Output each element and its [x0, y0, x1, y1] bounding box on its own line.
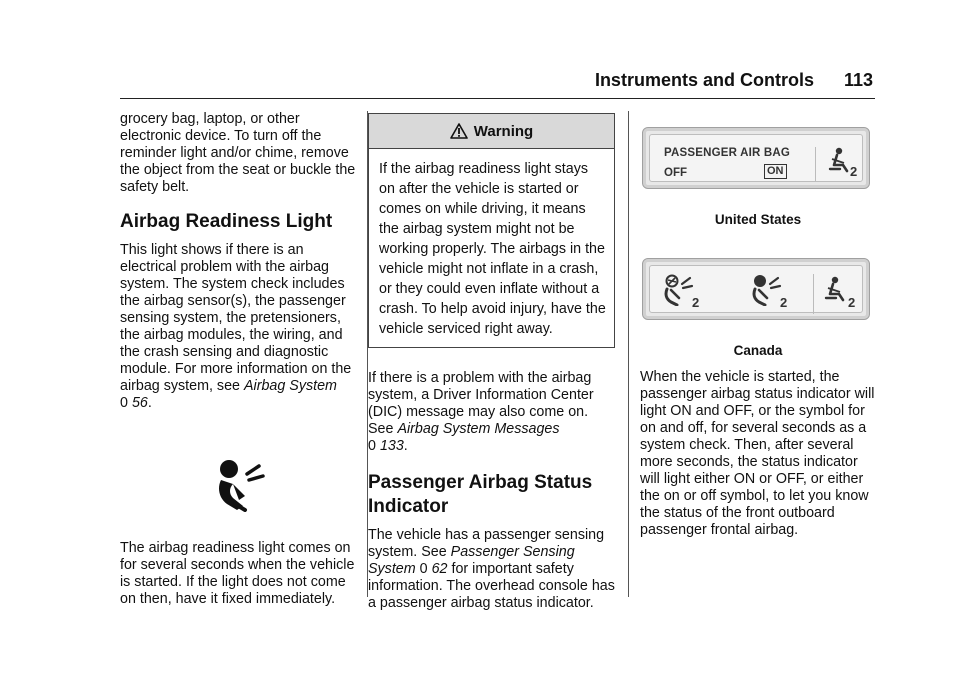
caption-united-states: United States [714, 212, 802, 227]
page-ref-symbol: 0 [368, 438, 376, 454]
canada-panel-face [649, 265, 863, 313]
airbag-messages-page[interactable]: 133 [379, 438, 404, 454]
dic-paragraph: If there is a problem with the airbag system, a Driver Information Center (DIC) message may also come on. See Airbag System Messages 0 133. [368, 370, 594, 454]
us-panel-face [649, 134, 863, 182]
intro-paragraph: grocery bag, laptop, or other electronic device. To turn off the reminder light and/or chime, remove the object from the seat or buckle the safety belt. [120, 111, 356, 195]
section-title: Instruments and Controls [594, 70, 814, 90]
warning-title: Warning [473, 122, 534, 140]
seat-subscript: 2 [848, 295, 856, 310]
airbag-readiness-icon [215, 458, 265, 512]
readiness-paragraph: This light shows if there is an electrical problem with the airbag system. The system check includes the airbag sensor(s), the passenger sensing system, the pretensioners, the airbag modules, the wiring, and the crash sensing and diagnostic module. For more information on the airbag system, see Airbag System 0 56. [120, 242, 352, 411]
readiness-text: This light shows if there is an electrical problem with the airbag system. The system check includes the airbag sensor(s), the passenger sensing system, the pretensioners, the airbag modules, the wiring, and the crash sensing and diagnostic module. For more information on the airbag system, see [120, 242, 352, 394]
panel-separator [813, 274, 814, 314]
warning-triangle-icon [450, 123, 468, 139]
status-indicator-paragraph: When the vehicle is started, the passenger airbag status indicator will light ON and OFF, or the symbol for on and off, for several seconds as a system check. Then, after several more seconds, the status indicator will light either ON or OFF, or either the on or off symbol, to let you know the status of the front outboard passenger frontal airbag. [640, 369, 875, 538]
us-indicator-panel [642, 127, 870, 189]
airbag-system-page[interactable]: 56 [131, 395, 148, 411]
page-ref-symbol: 0 [419, 561, 428, 577]
passenger-airbag-heading: Passenger Airbag Status Indicator [368, 472, 593, 517]
column-middle [368, 111, 616, 612]
passenger-sensing-paragraph [368, 527, 616, 612]
canada-indicator-panel [642, 258, 870, 320]
column-divider [628, 111, 629, 597]
readiness-paragraph-2: The airbag readiness light comes on for several seconds when the vehicle is started. If the light does not come on then, have it fixed immediately. [120, 540, 355, 607]
warning-header [369, 114, 614, 149]
airbag-messages-link[interactable]: Airbag System Messages [397, 421, 560, 437]
off-label: OFF [664, 167, 687, 179]
dic-text: If there is a problem with the airbag system, a Driver Information Center (DIC) message may also come on. See [368, 370, 594, 437]
warning-box [368, 113, 615, 348]
page-header [0, 70, 873, 91]
caption-canada: Canada [733, 343, 783, 358]
off-subscript: 2 [692, 295, 700, 310]
column-right [640, 127, 876, 539]
seated-passenger-icon [824, 276, 846, 302]
passenger-air-bag-label: PASSENGER AIR BAG [664, 147, 791, 159]
airbag-readiness-heading: Airbag Readiness Light [120, 211, 333, 232]
passenger-tail-text: for important safety information. The overhead console has a passenger airbag status indicator. [368, 561, 615, 611]
header-divider [120, 98, 875, 99]
passenger-sensing-page[interactable]: 62 [431, 561, 448, 577]
page-ref-symbol: 0 [120, 395, 128, 411]
passenger-text: The vehicle has a passenger sensing system. See [368, 527, 605, 560]
passenger-sensing-link[interactable]: Passenger Sensing System [368, 544, 575, 577]
column-left [120, 111, 360, 608]
on-subscript: 2 [780, 295, 788, 310]
warning-text: If the airbag readiness light stays on after the vehicle is started or comes on while driving, it means the airbag system might not be working properly. The airbags in the vehicle might not inflate in a crash, or they could even inflate without a crash. To help avoid injury, have the vehicle serviced right away. [379, 161, 606, 337]
panel-separator [815, 147, 816, 181]
page-number: 113 [843, 70, 873, 90]
on-label: ON [764, 164, 787, 179]
airbag-system-link[interactable]: Airbag System [243, 378, 337, 394]
seated-passenger-icon [828, 147, 850, 173]
seat-subscript: 2 [850, 164, 858, 179]
